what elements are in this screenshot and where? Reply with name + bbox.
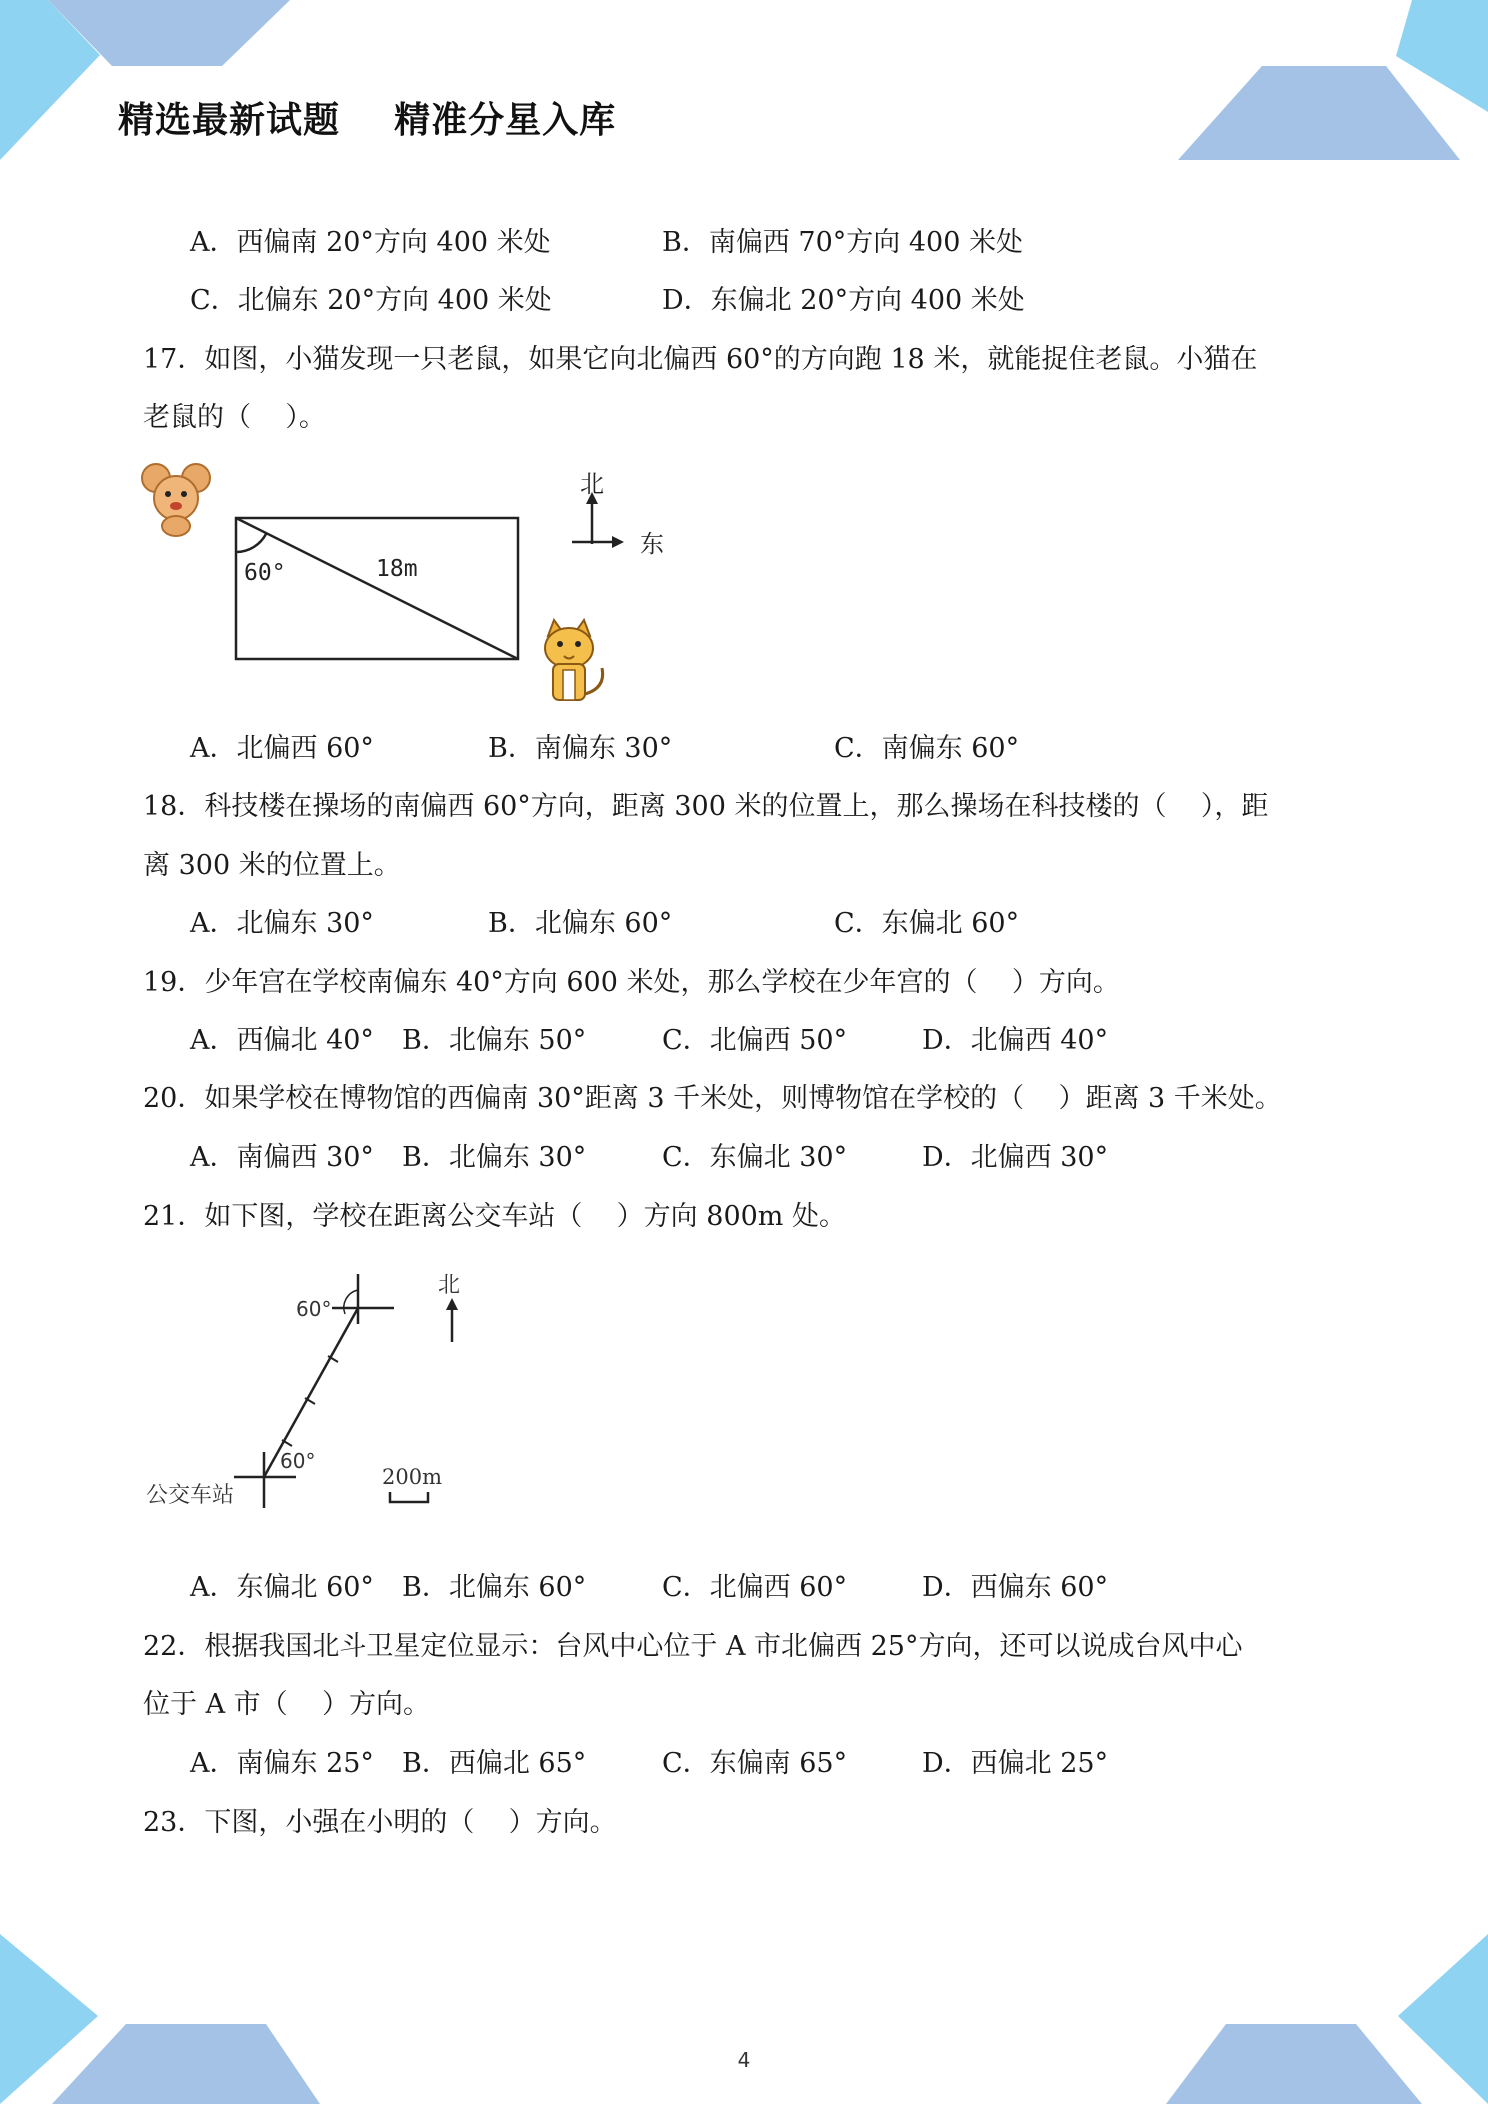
q19-text-line1: 19．少年宫在学校南偏东 40°方向 600 米处，那么学校在少年宫的（ ）方向。 bbox=[143, 967, 1120, 998]
q21-station-label: 公交车站 bbox=[146, 1483, 235, 1508]
route-tick-marks bbox=[282, 1356, 338, 1446]
mouse-icon bbox=[142, 464, 210, 536]
q22-text-line1: 22．根据我国北斗卫星定位显示：台风中心位于 A 市北偏西 25°方向，还可以说成台风中心 bbox=[143, 1631, 1243, 1662]
q20-option-b: B．北偏东 30° bbox=[402, 1142, 587, 1173]
q20-text-line1: 20．如果学校在博物馆的西偏南 30°距离 3 千米处，则博物馆在学校的（ ）距离 3 千米处。 bbox=[143, 1083, 1282, 1114]
bottom-right-decoration bbox=[1166, 1934, 1488, 2104]
q18-option-a: A．北偏东 30° bbox=[190, 908, 374, 939]
q22-option-d: D．西偏北 25° bbox=[922, 1748, 1109, 1779]
q22-text-line2: 位于 A 市（ ）方向。 bbox=[143, 1689, 430, 1720]
page-number: 4 bbox=[737, 2048, 751, 2072]
diagonal-path bbox=[236, 518, 518, 659]
q17-figure bbox=[140, 458, 700, 708]
q22-option-b: B．西偏北 65° bbox=[402, 1748, 587, 1779]
q21-scale-label: 200m bbox=[382, 1465, 442, 1489]
q23-text-line1: 23．下图，小强在小明的（ ）方向。 bbox=[143, 1807, 617, 1838]
q21-top-angle-label: 60° bbox=[296, 1297, 332, 1321]
q21-north-label: 北 bbox=[438, 1273, 461, 1298]
q21-bottom-angle-label: 60° bbox=[280, 1449, 316, 1473]
scale-bar bbox=[390, 1492, 428, 1502]
q18-option-b: B．北偏东 60° bbox=[488, 908, 673, 939]
q17-east-label: 东 bbox=[640, 530, 664, 558]
q19-option-b: B．北偏东 50° bbox=[402, 1025, 587, 1056]
q17-distance-label: 18m bbox=[376, 556, 418, 582]
top-right-decoration bbox=[1178, 0, 1488, 160]
q17-text-line1: 17．如图，小猫发现一只老鼠，如果它向北偏西 60°的方向跑 18 米，就能捉住老鼠。小猫在 bbox=[143, 344, 1258, 375]
q21-figure bbox=[140, 1262, 500, 1522]
q17-angle-label: 60° bbox=[244, 560, 286, 586]
q19-option-a: A．西偏北 40° bbox=[190, 1025, 374, 1056]
q21-text-line1: 21．如下图，学校在距离公交车站（ ）方向 800m 处。 bbox=[143, 1201, 846, 1232]
q18-option-c: C．东偏北 60° bbox=[834, 908, 1020, 939]
q16-option-c: C．北偏东 20°方向 400 米处 bbox=[190, 285, 552, 316]
q17-option-a: A．北偏西 60° bbox=[190, 733, 374, 764]
q19-option-c: C．北偏西 50° bbox=[662, 1025, 848, 1056]
q22-option-a: A．南偏东 25° bbox=[190, 1748, 374, 1779]
cat-icon bbox=[545, 620, 603, 700]
q18-text-line1: 18．科技楼在操场的南偏西 60°方向，距离 300 米的位置上，那么操场在科技楼的（ ），距 bbox=[143, 791, 1269, 822]
q17-option-b: B．南偏东 30° bbox=[488, 733, 673, 764]
q16-option-a: A．西偏南 20°方向 400 米处 bbox=[190, 227, 551, 258]
q17-option-c: C．南偏东 60° bbox=[834, 733, 1020, 764]
q22-option-c: C．东偏南 65° bbox=[662, 1748, 848, 1779]
header-title: 精选最新试题 精准分星入库 bbox=[118, 100, 617, 141]
q21-option-c: C．北偏西 60° bbox=[662, 1572, 848, 1603]
q17-north-label: 北 bbox=[580, 470, 604, 498]
compass-icon bbox=[572, 492, 624, 548]
bottom-left-decoration bbox=[0, 1934, 320, 2104]
north-arrow-icon bbox=[446, 1298, 458, 1310]
q19-option-d: D．北偏西 40° bbox=[922, 1025, 1109, 1056]
q21-option-a: A．东偏北 60° bbox=[190, 1572, 374, 1603]
q20-option-d: D．北偏西 30° bbox=[922, 1142, 1109, 1173]
q18-text-line2: 离 300 米的位置上。 bbox=[143, 850, 401, 881]
q21-option-b: B．北偏东 60° bbox=[402, 1572, 587, 1603]
q16-option-b: B．南偏西 70°方向 400 米处 bbox=[662, 227, 1023, 258]
q20-option-c: C．东偏北 30° bbox=[662, 1142, 848, 1173]
q21-option-d: D．西偏东 60° bbox=[922, 1572, 1109, 1603]
q20-option-a: A．南偏西 30° bbox=[190, 1142, 374, 1173]
angle-arc bbox=[236, 534, 266, 552]
q17-text-line2: 老鼠的（ ）。 bbox=[143, 402, 326, 433]
q16-option-d: D．东偏北 20°方向 400 米处 bbox=[662, 285, 1025, 316]
